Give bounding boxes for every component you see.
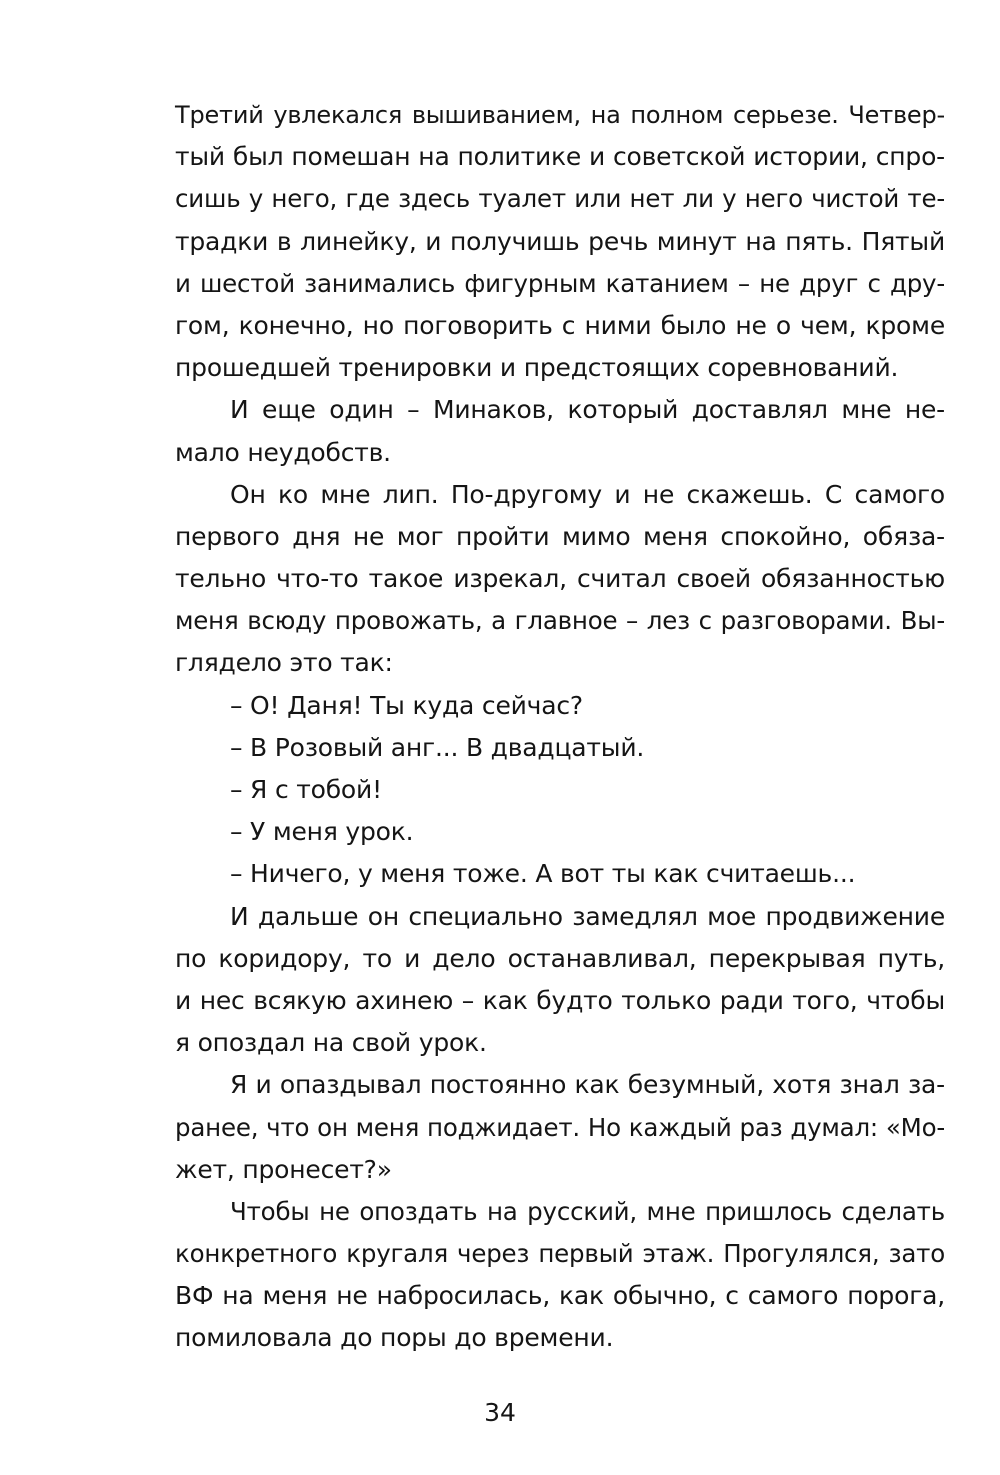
- text-line: тельно что-то такое изрекал, считал своей обязанностью: [175, 564, 945, 594]
- text-line: тый был помешан на политике и советской истории, спро-: [175, 142, 945, 172]
- text-line: прошедшей тренировки и предстоящих соревнований.: [175, 353, 899, 383]
- text-line: жет, пронесет?»: [175, 1154, 392, 1184]
- text-line: Я и опаздывал постоянно как безумный, хотя знал за-: [230, 1070, 945, 1100]
- text-line: И дальше он специально замедлял мое продвижение: [230, 901, 945, 931]
- text-line: и нес всякую ахинею – как будто только ради того, чтобы: [175, 985, 945, 1015]
- text-line: – О! Даня! Ты куда сейчас?: [230, 690, 583, 720]
- text-line: по коридору, то и дело останавливал, перекрывая путь,: [175, 943, 945, 973]
- text-line: мало неудобств.: [175, 437, 391, 467]
- text-line: – Ничего, у меня тоже. А вот ты как считаешь...: [230, 859, 856, 889]
- text-line: Чтобы не опоздать на русский, мне пришлось сделать: [230, 1196, 945, 1226]
- text-line: помиловала до поры до времени.: [175, 1323, 614, 1353]
- text-line: гом, конечно, но поговорить с ними было не о чем, кроме: [175, 310, 945, 340]
- text-line: – В Розовый анг... В двадцатый.: [230, 732, 645, 762]
- text-line: И еще один – Минаков, который доставлял мне не-: [230, 395, 945, 425]
- text-line: сишь у него, где здесь туалет или нет ли у него чистой те-: [175, 184, 945, 214]
- text-line: – У меня урок.: [230, 817, 414, 847]
- body-text: [175, 94, 945, 1360]
- text-line: меня всюду провожать, а главное – лез с разговорами. Вы-: [175, 606, 945, 636]
- text-line: я опоздал на свой урок.: [175, 1028, 487, 1058]
- text-line: ранее, что он меня поджидает. Но каждый раз думал: «Мо-: [175, 1112, 945, 1142]
- text-line: Он ко мне лип. По-другому и не скажешь. С самого: [230, 479, 945, 509]
- page-number: 34: [484, 1398, 516, 1427]
- text-line: конкретного кругаля через первый этаж. Прогулялся, зато: [175, 1239, 945, 1269]
- text-line: Третий увлекался вышиванием, на полном серьезе. Четвер-: [175, 101, 945, 129]
- text-line: традки в линейку, и получишь речь минут на пять. Пятый: [175, 226, 945, 256]
- text-line: и шестой занимались фигурным катанием – не друг с дру-: [175, 268, 945, 298]
- text-line: – Я с тобой!: [230, 775, 382, 804]
- text-line: ВФ на меня не набросилась, как обычно, с самого порога,: [175, 1281, 945, 1311]
- text-line: первого дня не мог пройти мимо меня спокойно, обяза-: [175, 521, 945, 551]
- text-line: глядело это так:: [175, 648, 393, 678]
